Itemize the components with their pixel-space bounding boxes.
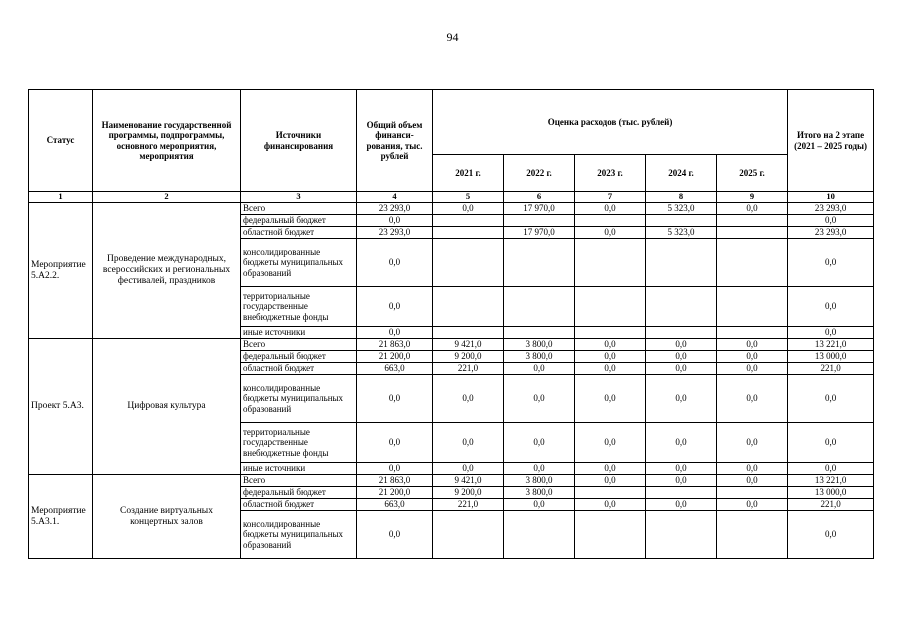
total-amount: 21 200,0	[357, 351, 433, 363]
year-amount-2023	[575, 511, 646, 559]
column-number: 1	[29, 192, 93, 203]
year-amount-2023: 0,0	[575, 423, 646, 463]
funding-source: Всего	[241, 203, 357, 215]
year-amount-2023: 0,0	[575, 375, 646, 423]
stage-total: 0,0	[788, 215, 874, 227]
year-amount-2022: 3 800,0	[504, 487, 575, 499]
year-amount-2023: 0,0	[575, 463, 646, 475]
table-row	[29, 475, 874, 487]
year-amount-2024: 0,0	[646, 475, 717, 487]
year-amount-2025: 0,0	[717, 475, 788, 487]
funding-source: консолидированные бюджеты муниципальных образований	[241, 375, 357, 423]
budget-table	[28, 89, 874, 559]
year-amount-2021: 0,0	[433, 375, 504, 423]
funding-source: территориальные государственные внебюджетные фонды	[241, 423, 357, 463]
year-amount-2021	[433, 287, 504, 327]
year-amount-2022: 0,0	[504, 375, 575, 423]
year-amount-2023: 0,0	[575, 475, 646, 487]
year-amount-2025: 0,0	[717, 351, 788, 363]
stage-total: 13 221,0	[788, 339, 874, 351]
header-estimate: Оценка расходов (тыс. рублей)	[433, 90, 788, 155]
funding-source: иные источники	[241, 463, 357, 475]
year-amount-2024: 5 323,0	[646, 203, 717, 215]
year-amount-2023: 0,0	[575, 339, 646, 351]
year-amount-2021	[433, 327, 504, 339]
year-amount-2025: 0,0	[717, 339, 788, 351]
header-status: Статус	[29, 90, 93, 192]
total-amount: 23 293,0	[357, 227, 433, 239]
total-amount: 0,0	[357, 375, 433, 423]
column-number-row	[29, 192, 874, 203]
year-amount-2022: 3 800,0	[504, 339, 575, 351]
table-row	[29, 339, 874, 351]
year-amount-2025: 0,0	[717, 363, 788, 375]
column-number: 3	[241, 192, 357, 203]
row-name: Проведение международных, всероссийских и региональных фестивалей, праздников	[93, 203, 241, 339]
header-total: Общий объем финанси-рования, тыс. рублей	[357, 90, 433, 192]
year-amount-2021	[433, 215, 504, 227]
year-amount-2025: 0,0	[717, 499, 788, 511]
year-amount-2025: 0,0	[717, 375, 788, 423]
column-number: 6	[504, 192, 575, 203]
year-amount-2021	[433, 511, 504, 559]
header-name: Наименование государственной программы, подпрограммы, основного мероприятия, мероприятия	[93, 90, 241, 192]
column-number: 10	[788, 192, 874, 203]
row-name: Создание виртуальных концертных залов	[93, 475, 241, 559]
year-amount-2025	[717, 239, 788, 287]
total-amount: 23 293,0	[357, 203, 433, 215]
stage-total: 221,0	[788, 499, 874, 511]
year-amount-2024: 0,0	[646, 339, 717, 351]
total-amount: 663,0	[357, 499, 433, 511]
year-amount-2023: 0,0	[575, 227, 646, 239]
row-status: Мероприятие 5.А2.2.	[29, 203, 93, 339]
year-amount-2023: 0,0	[575, 203, 646, 215]
year-amount-2023: 0,0	[575, 351, 646, 363]
column-number: 4	[357, 192, 433, 203]
year-amount-2022: 0,0	[504, 423, 575, 463]
funding-source: Всего	[241, 339, 357, 351]
year-amount-2025	[717, 327, 788, 339]
column-number: 2	[93, 192, 241, 203]
year-amount-2021: 9 200,0	[433, 487, 504, 499]
year-amount-2023	[575, 327, 646, 339]
year-amount-2025	[717, 287, 788, 327]
total-amount: 663,0	[357, 363, 433, 375]
stage-total: 0,0	[788, 287, 874, 327]
funding-source: консолидированные бюджеты муниципальных образований	[241, 239, 357, 287]
header-final: Итого на 2 этапе (2021 – 2025 годы)	[788, 90, 874, 192]
year-amount-2024	[646, 239, 717, 287]
funding-source: федеральный бюджет	[241, 215, 357, 227]
year-amount-2021	[433, 227, 504, 239]
year-amount-2024: 0,0	[646, 463, 717, 475]
total-amount: 0,0	[357, 463, 433, 475]
year-amount-2025	[717, 215, 788, 227]
stage-total: 0,0	[788, 327, 874, 339]
year-amount-2024: 0,0	[646, 499, 717, 511]
year-amount-2021: 221,0	[433, 363, 504, 375]
total-amount: 21 863,0	[357, 475, 433, 487]
total-amount: 21 200,0	[357, 487, 433, 499]
year-amount-2021: 221,0	[433, 499, 504, 511]
year-amount-2024: 0,0	[646, 375, 717, 423]
year-amount-2022: 0,0	[504, 363, 575, 375]
header-year-2024: 2024 г.	[646, 155, 717, 192]
year-amount-2025	[717, 227, 788, 239]
year-amount-2025: 0,0	[717, 203, 788, 215]
stage-total: 0,0	[788, 423, 874, 463]
year-amount-2022	[504, 327, 575, 339]
year-amount-2023	[575, 239, 646, 287]
table-row	[29, 203, 874, 215]
year-amount-2024: 0,0	[646, 363, 717, 375]
stage-total: 0,0	[788, 239, 874, 287]
year-amount-2024	[646, 327, 717, 339]
year-amount-2024: 0,0	[646, 423, 717, 463]
funding-source: консолидированные бюджеты муниципальных образований	[241, 511, 357, 559]
header-year-2025: 2025 г.	[717, 155, 788, 192]
stage-total: 0,0	[788, 463, 874, 475]
year-amount-2021: 0,0	[433, 423, 504, 463]
year-amount-2025	[717, 511, 788, 559]
year-amount-2023	[575, 487, 646, 499]
year-amount-2022: 0,0	[504, 499, 575, 511]
year-amount-2022	[504, 287, 575, 327]
stage-total: 23 293,0	[788, 203, 874, 215]
year-amount-2024: 0,0	[646, 351, 717, 363]
column-number: 8	[646, 192, 717, 203]
year-amount-2022: 17 970,0	[504, 227, 575, 239]
funding-source: федеральный бюджет	[241, 351, 357, 363]
year-amount-2025	[717, 487, 788, 499]
row-name: Цифровая культура	[93, 339, 241, 475]
year-amount-2025: 0,0	[717, 423, 788, 463]
stage-total: 0,0	[788, 375, 874, 423]
year-amount-2021: 9 200,0	[433, 351, 504, 363]
year-amount-2021	[433, 239, 504, 287]
year-amount-2023: 0,0	[575, 499, 646, 511]
header-year-2021: 2021 г.	[433, 155, 504, 192]
year-amount-2021: 0,0	[433, 203, 504, 215]
year-amount-2023	[575, 287, 646, 327]
header-sources: Источники финансирования	[241, 90, 357, 192]
funding-source: областной бюджет	[241, 227, 357, 239]
year-amount-2023: 0,0	[575, 363, 646, 375]
total-amount: 0,0	[357, 327, 433, 339]
year-amount-2021: 0,0	[433, 463, 504, 475]
total-amount: 0,0	[357, 423, 433, 463]
year-amount-2021: 9 421,0	[433, 339, 504, 351]
total-amount: 21 863,0	[357, 339, 433, 351]
year-amount-2022: 3 800,0	[504, 351, 575, 363]
year-amount-2025: 0,0	[717, 463, 788, 475]
year-amount-2023	[575, 215, 646, 227]
funding-source: иные источники	[241, 327, 357, 339]
total-amount: 0,0	[357, 287, 433, 327]
funding-source: федеральный бюджет	[241, 487, 357, 499]
year-amount-2022	[504, 239, 575, 287]
year-amount-2021: 9 421,0	[433, 475, 504, 487]
year-amount-2024	[646, 487, 717, 499]
year-amount-2024: 5 323,0	[646, 227, 717, 239]
year-amount-2024	[646, 511, 717, 559]
year-amount-2024	[646, 215, 717, 227]
funding-source: Всего	[241, 475, 357, 487]
header-year-2022: 2022 г.	[504, 155, 575, 192]
funding-source: территориальные государственные внебюджетные фонды	[241, 287, 357, 327]
year-amount-2022: 3 800,0	[504, 475, 575, 487]
funding-source: областной бюджет	[241, 499, 357, 511]
stage-total: 0,0	[788, 511, 874, 559]
column-number: 7	[575, 192, 646, 203]
column-number: 5	[433, 192, 504, 203]
year-amount-2022	[504, 215, 575, 227]
total-amount: 0,0	[357, 215, 433, 227]
total-amount: 0,0	[357, 511, 433, 559]
stage-total: 13 221,0	[788, 475, 874, 487]
row-status: Мероприятие 5.А3.1.	[29, 475, 93, 559]
stage-total: 13 000,0	[788, 487, 874, 499]
total-amount: 0,0	[357, 239, 433, 287]
year-amount-2024	[646, 287, 717, 327]
year-amount-2022	[504, 511, 575, 559]
page-number: 94	[446, 30, 459, 44]
stage-total: 13 000,0	[788, 351, 874, 363]
funding-source: областной бюджет	[241, 363, 357, 375]
stage-total: 23 293,0	[788, 227, 874, 239]
year-amount-2022: 17 970,0	[504, 203, 575, 215]
header-year-2023: 2023 г.	[575, 155, 646, 192]
stage-total: 221,0	[788, 363, 874, 375]
year-amount-2022: 0,0	[504, 463, 575, 475]
column-number: 9	[717, 192, 788, 203]
row-status: Проект 5.А3.	[29, 339, 93, 475]
